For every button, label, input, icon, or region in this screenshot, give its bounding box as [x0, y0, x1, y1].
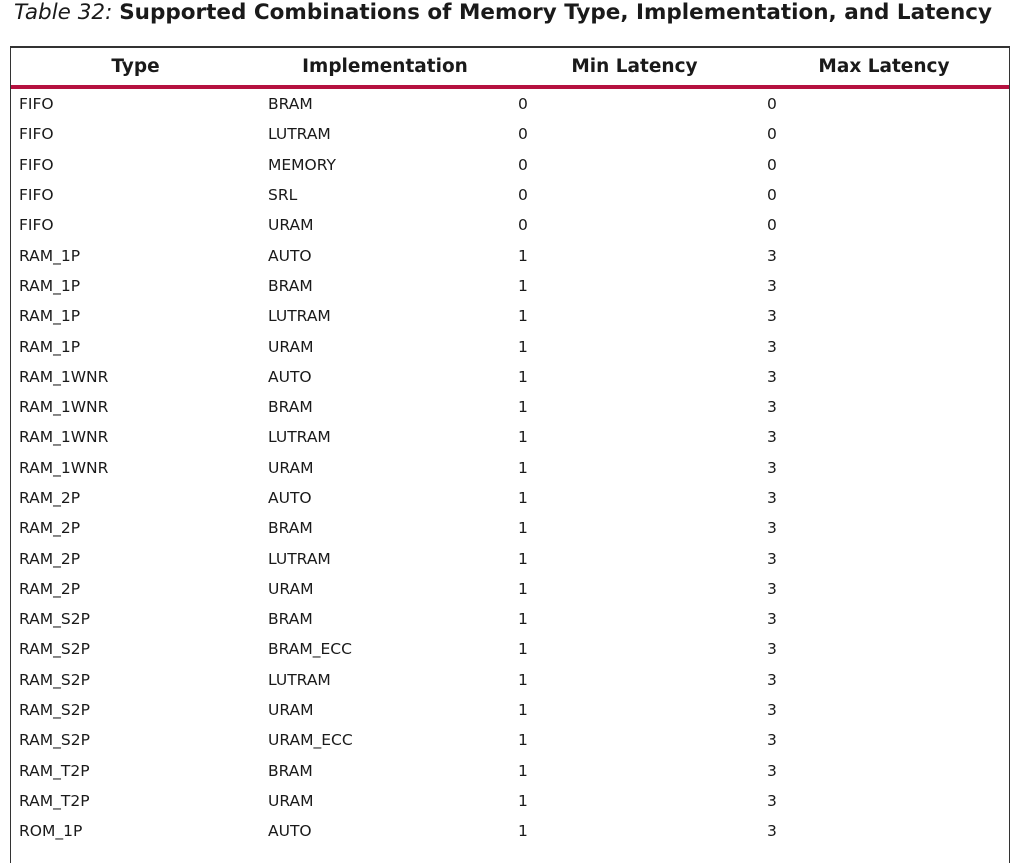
max-latency-cell: 3	[767, 337, 777, 356]
min-latency-cell: 1	[518, 276, 528, 295]
max-latency-cell: 3	[767, 398, 777, 417]
table-row	[11, 89, 1009, 119]
implementation-cell: AUTO	[268, 246, 312, 265]
min-latency-cell: 1	[518, 731, 528, 750]
max-latency-cell: 3	[767, 731, 777, 750]
max-latency-cell: 3	[767, 670, 777, 689]
type-cell: RAM_2P	[19, 579, 81, 598]
implementation-cell: LUTRAM	[268, 670, 331, 689]
type-cell: RAM_S2P	[19, 610, 90, 629]
table-row	[11, 210, 1009, 240]
implementation-cell: BRAM	[268, 519, 313, 538]
table-row	[11, 665, 1009, 695]
table-row	[11, 422, 1009, 452]
table-row	[11, 362, 1009, 392]
max-latency-cell: 3	[767, 519, 777, 538]
max-latency-cell: 3	[767, 276, 777, 295]
type-cell: RAM_2P	[19, 549, 81, 568]
table-row	[11, 543, 1009, 573]
table-header-row	[11, 48, 1009, 89]
implementation-cell: URAM	[268, 216, 314, 235]
min-latency-cell: 1	[518, 398, 528, 417]
implementation-cell: BRAM	[268, 761, 313, 780]
min-latency-cell: 1	[518, 701, 528, 720]
table-row	[11, 180, 1009, 210]
table-row	[11, 119, 1009, 149]
max-latency-cell: 3	[767, 367, 777, 386]
type-cell: RAM_S2P	[19, 640, 90, 659]
implementation-cell: BRAM	[268, 610, 313, 629]
min-latency-cell: 0	[518, 216, 528, 235]
min-latency-cell: 1	[518, 519, 528, 538]
type-cell: RAM_S2P	[19, 670, 90, 689]
type-cell: RAM_1WNR	[19, 367, 109, 386]
min-latency-cell: 0	[518, 186, 528, 205]
type-cell: FIFO	[19, 186, 54, 205]
implementation-cell: URAM	[268, 791, 314, 810]
column-header-min-latency: Min Latency	[571, 56, 698, 77]
min-latency-cell: 1	[518, 791, 528, 810]
max-latency-cell: 3	[767, 640, 777, 659]
table-row	[11, 483, 1009, 513]
type-cell: RAM_S2P	[19, 731, 90, 750]
min-latency-cell: 1	[518, 640, 528, 659]
table-row	[11, 756, 1009, 786]
type-cell: RAM_2P	[19, 489, 81, 507]
implementation-cell: LUTRAM	[268, 549, 331, 568]
table-row	[11, 271, 1009, 301]
implementation-cell: LUTRAM	[268, 125, 331, 144]
table-row	[11, 240, 1009, 270]
min-latency-cell: 1	[518, 246, 528, 265]
implementation-cell: BRAM	[268, 276, 313, 295]
implementation-cell: AUTO	[268, 489, 312, 507]
implementation-cell: BRAM_ECC	[268, 640, 352, 659]
type-cell: RAM_1P	[19, 276, 81, 295]
table-row	[11, 695, 1009, 725]
type-cell: RAM_2P	[19, 519, 81, 538]
implementation-cell: AUTO	[268, 367, 312, 386]
type-cell: RAM_1WNR	[19, 428, 109, 447]
implementation-cell: MEMORY	[268, 155, 336, 174]
min-latency-cell: 1	[518, 610, 528, 629]
implementation-cell: BRAM	[268, 95, 313, 114]
max-latency-cell: 3	[767, 246, 777, 265]
table-row	[11, 392, 1009, 422]
table-title: Supported Combinations of Memory Type, Implementation, and Latency	[119, 0, 993, 25]
table-row	[11, 331, 1009, 361]
max-latency-cell: 0	[767, 155, 777, 174]
implementation-cell: URAM	[268, 701, 314, 720]
memory-combinations-table	[10, 46, 1010, 863]
min-latency-cell: 0	[518, 125, 528, 144]
implementation-cell: LUTRAM	[268, 307, 331, 326]
max-latency-cell: 3	[767, 791, 777, 810]
table-row	[11, 574, 1009, 604]
max-latency-cell: 3	[767, 579, 777, 598]
min-latency-cell: 1	[518, 458, 528, 477]
table-row	[11, 513, 1009, 543]
type-cell: RAM_1P	[19, 337, 81, 356]
min-latency-cell: 1	[518, 307, 528, 326]
column-header-type: Type	[111, 56, 160, 77]
min-latency-cell: 1	[518, 670, 528, 689]
type-cell: FIFO	[19, 95, 54, 114]
column-header-implementation: Implementation	[302, 56, 468, 77]
column-header-max-latency: Max Latency	[818, 56, 950, 77]
table-row	[11, 634, 1009, 664]
implementation-cell: AUTO	[268, 822, 312, 841]
type-cell: ROM_1P	[19, 822, 83, 841]
type-cell: RAM_T2P	[19, 791, 90, 810]
max-latency-cell: 3	[767, 761, 777, 780]
implementation-cell: URAM	[268, 579, 314, 598]
type-cell: RAM_1P	[19, 246, 81, 265]
min-latency-cell: 1	[518, 489, 528, 507]
min-latency-cell: 0	[518, 95, 528, 114]
min-latency-cell: 1	[518, 367, 528, 386]
max-latency-cell: 0	[767, 95, 777, 114]
implementation-cell: LUTRAM	[268, 428, 331, 447]
min-latency-cell: 1	[518, 428, 528, 447]
min-latency-cell: 1	[518, 822, 528, 841]
max-latency-cell: 3	[767, 549, 777, 568]
implementation-cell: SRL	[268, 186, 298, 205]
max-latency-cell: 3	[767, 489, 777, 507]
type-cell: RAM_1P	[19, 307, 81, 326]
type-cell: FIFO	[19, 216, 54, 235]
implementation-cell: URAM	[268, 337, 314, 356]
min-latency-cell: 1	[518, 337, 528, 356]
min-latency-cell: 1	[518, 761, 528, 780]
table-row	[11, 150, 1009, 180]
type-cell: FIFO	[19, 155, 54, 174]
type-cell: RAM_1WNR	[19, 398, 109, 417]
table-row	[11, 786, 1009, 816]
table-row	[11, 725, 1009, 755]
max-latency-cell: 0	[767, 186, 777, 205]
min-latency-cell: 0	[518, 155, 528, 174]
min-latency-cell: 1	[518, 549, 528, 568]
max-latency-cell: 3	[767, 307, 777, 326]
table-row	[11, 816, 1009, 846]
max-latency-cell: 3	[767, 428, 777, 447]
max-latency-cell: 3	[767, 822, 777, 841]
max-latency-cell: 0	[767, 216, 777, 235]
min-latency-cell: 1	[518, 579, 528, 598]
table-row	[11, 604, 1009, 634]
table-number-label: Table 32:	[14, 0, 113, 25]
type-cell: RAM_T2P	[19, 761, 90, 780]
max-latency-cell: 0	[767, 125, 777, 144]
implementation-cell: URAM	[268, 458, 314, 477]
max-latency-cell: 3	[767, 458, 777, 477]
type-cell: RAM_S2P	[19, 701, 90, 720]
implementation-cell: URAM_ECC	[268, 731, 353, 750]
type-cell: FIFO	[19, 125, 54, 144]
table-row	[11, 453, 1009, 483]
max-latency-cell: 3	[767, 701, 777, 720]
table-caption	[14, 0, 992, 28]
table-body	[11, 89, 1009, 846]
type-cell: RAM_1WNR	[19, 458, 109, 477]
implementation-cell: BRAM	[268, 398, 313, 417]
table-row	[11, 301, 1009, 331]
max-latency-cell: 3	[767, 610, 777, 629]
